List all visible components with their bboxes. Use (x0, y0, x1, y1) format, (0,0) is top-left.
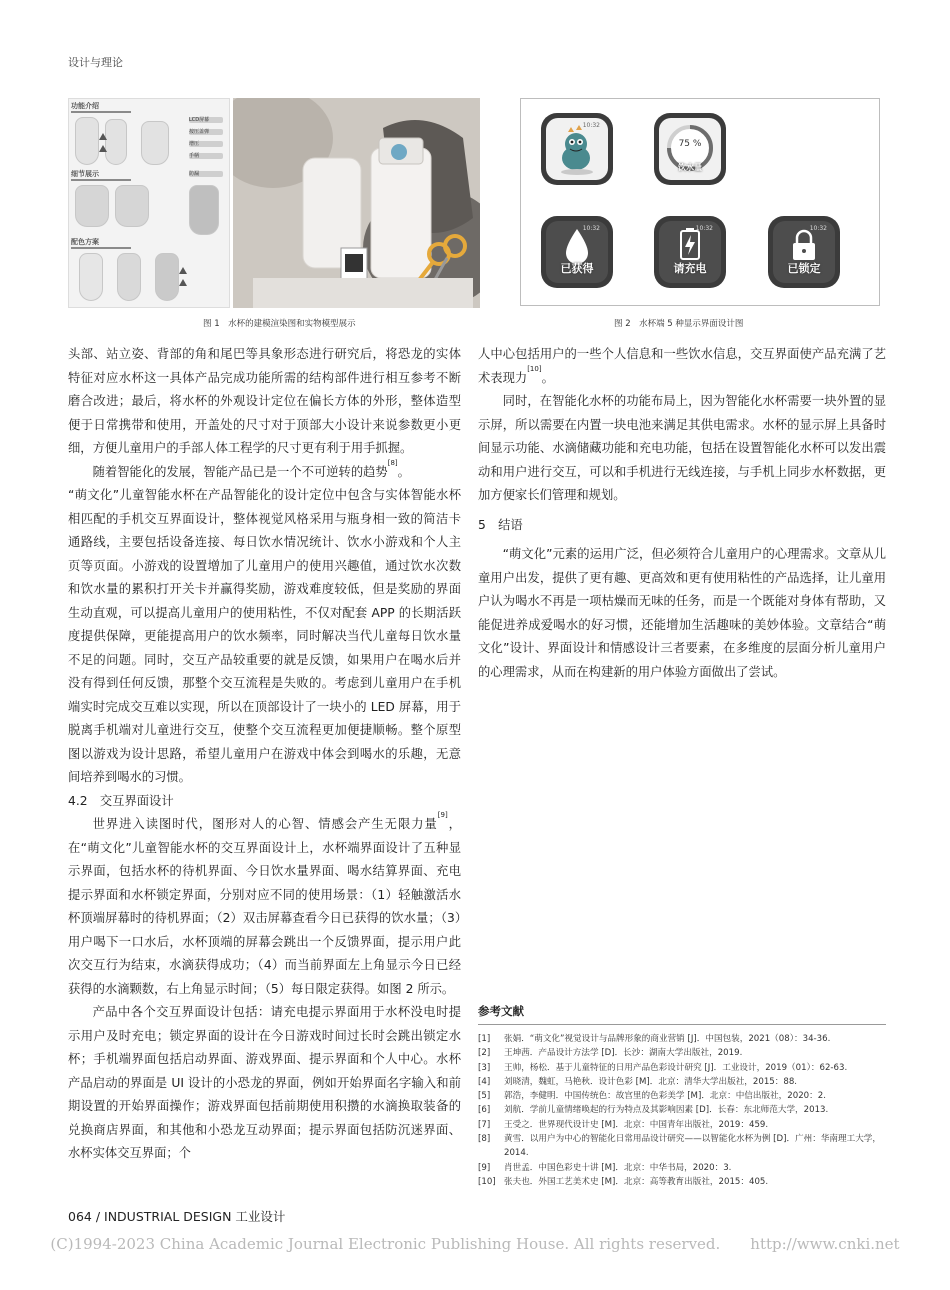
section-heading: 5 结语 (478, 517, 523, 532)
color-variant-3 (155, 253, 179, 301)
screen-drop-obtained (541, 216, 613, 288)
dino-spike (99, 133, 107, 140)
label-chip: LCD屏幕 (189, 117, 223, 123)
color-variant-1 (79, 253, 103, 301)
cup-render-open (141, 121, 169, 165)
screen-time: 10:32 (809, 225, 827, 232)
panel-divider (71, 111, 131, 113)
reference-item: [1] 张娟．“萌文化”视觉设计与品牌形象的商业营销 [J]．中国包装，2021（08）：34-36. (478, 1034, 831, 1044)
paragraph: 产品中各个交互界面设计包括：请充电提示界面用于水杯没电时提示用户及时充电；锁定界面的设计在今日游戏时间过长时会跳出锁定水杯；手机端界面包括启动界面、游戏界面、提示界面和个人中心。水杯产品启动的界面是 UI 设计的小恐龙的界面，例如开始界面名字输入和前期设置的开始界面操作；游戏界面包括前期使用积攒的水滴换取装备的兑换商店界面，和其他和小恐龙互动界面；提示界面包括防沉迷界面、水杯实体交互界面；个 (68, 1005, 461, 1160)
references-title: 参考文献 (478, 1004, 524, 1018)
reference-item: [3] 王帅，杨松．基于儿童特征的日用产品色彩设计研究 [J]．工业设计，2019（01）：62-63. (478, 1062, 848, 1073)
section-heading: 4.2 交互界面设计 (68, 793, 174, 808)
paragraph: 世界进入读图时代，图形对人的心智、情感会产生无限力量[9]，在“萌文化”儿童智能水杯的交互界面设计上，水杯端界面设计了五种显示界面，包括水杯的待机界面、今日饮水量界面、喝水结算界面、充电提示界面和水杯锁定界面，分别对应不同的使用场景：（1）轻触激活水杯顶端屏幕时的待机界面；（2）双击屏幕查看今日已获得的饮水量；（3）用户喝下一口水后，水杯顶端的屏幕会跳出一个反馈界面，提示用户此次交互行为结束，水滴获得成功；（4）而当前界面左上角显示今日已经获得的水滴颗数，右上角显示时间；（5）每日限定获得。如图 2 所示。 (68, 811, 461, 996)
reference-item: [4] 刘晓清，魏虹，马艳秋．设计色彩 [M]．北京：清华大学出版社，2015：88. (478, 1076, 798, 1087)
citation: [10] (527, 364, 542, 373)
panel-heading-colors: 配色方案 (71, 238, 99, 246)
screen-label: 饮水量 (678, 163, 702, 172)
panel-heading-function: 功能介绍 (71, 102, 99, 110)
figure-1-render-panel (68, 98, 230, 308)
detail-view-1 (75, 185, 109, 227)
figure-1-caption: 图 1 水杯的建模渲染图和实物模型展示 (203, 319, 356, 329)
reference-item: [5] 郭浩，李健明．中国传统色：故宫里的色彩美学 [M]．北京：中信出版社，2020：2. (478, 1091, 826, 1102)
label-chip: 增压 (189, 141, 223, 147)
section-label: 设计与理论 (68, 56, 123, 69)
screen-standby (541, 113, 613, 185)
screen-time: 10:32 (582, 122, 600, 129)
color-variant-2 (117, 253, 141, 301)
figure-2 (520, 98, 880, 306)
water-percent: 75 % (678, 139, 702, 149)
citation: [8] (387, 458, 398, 467)
paragraph: 头部、站立姿、背部的角和尾巴等具象形态进行研究后，将恐龙的实体特征对应水杯这一具体产品完成功能所需的结构部件进行相互参考不断磨合改进；最后，将水杯的外观设计定位在偏长方体的外形，整体造型便于日常携带和使用，开盖处的尺寸对于顶部大小设计来说参数更小更细，方便儿童用户的手部人体工程学的尺寸更有利于用手抓握。 (68, 347, 461, 455)
page-footer: 064 / INDUSTRIAL DESIGN 工业设计 (68, 1209, 286, 1224)
reference-item: [7] 王受之．世界现代设计史 [M]．北京：中国青年出版社，2019：459. (478, 1119, 769, 1130)
panel-divider (71, 247, 131, 249)
figure-1-model-photo (233, 98, 480, 308)
figure-2-caption: 图 2 水杯端 5 种显示界面设计图 (614, 319, 744, 329)
citation: [9] (437, 811, 448, 819)
left-column (68, 343, 461, 1166)
right-column (478, 343, 886, 684)
paragraph: 随着智能化的发展，智能产品已是一个不可逆转的趋势[8]。 (92, 458, 410, 479)
paragraph: 同时，在智能化水杯的功能布局上，因为智能化水杯需要一块外置的显示屏，所以需要在内置一块电池来满足其供电需求。水杯的显示屏上具备时间显示功能、水滴储藏功能和充电功能，包括在设置智能化水杯可以发出震动和用户进行交互，可以和手机进行无线连接，与手机上同步水杯数据，更加方便家长们管理和规划。 (478, 394, 886, 502)
screen-time: 10:32 (695, 225, 713, 232)
screen-label: 已获得 (560, 262, 594, 275)
copyright-watermark: (C)1994-2023 China Academic Journal Electronic Publishing House. All rights reserved. http://www.cnki.net (50, 1235, 900, 1253)
dino-spike (179, 279, 187, 286)
reference-item: [2] 王坤茜．产品设计方法学 [D]．长沙：湖南大学出版社，2019. (478, 1048, 743, 1059)
paragraph: “萌文化”儿童智能水杯在产品智能化的设计定位中包含与实体智能水杯相匹配的手机交互界面设计，整体视觉风格采用与瓶身相一致的简洁卡通路线，主要包括设备连接、每日饮水情况统计、饮水小游戏和个人主页等页面。小游戏的设置增加了儿童用户的使用兴趣值，通过饮水次数和饮水量的累积打开关卡并赢得奖励，游戏难度较低，但是奖励的界面生动直观，可以提高儿童用户的使用粘性，不仅对配套 APP 的长期活跃度提供保障，更能提高用户的饮水频率，同时解决当代儿童每日饮水量不足的问题。同时，交互产品较重要的就是反馈，如果用户在喝水后并没有得到任何反馈，那整个交互流程是失败的。考虑到儿童用户在手机端实时完成交互难以实现，所以在顶部设计了一块小的 LED 屏幕，用于脱离手机端对儿童进行交互，使整个交互流程更加便捷顺畅。整个原型图以游戏为设计思路，希望儿童用户在游戏中体会到喝水的乐趣，无意间培养到喝水的习惯。 (68, 488, 461, 784)
dino-spike (179, 267, 187, 274)
paragraph: 人中心包括用户的一些个人信息和一些饮水信息，交互界面使产品充满了艺术表现力[10]。 (478, 347, 886, 385)
screen-locked (768, 216, 840, 288)
screen-label: 请充电 (673, 262, 707, 275)
label-chip: 手柄 (189, 153, 223, 159)
screen-time: 10:32 (582, 225, 600, 232)
reference-item: [9] 肖世孟．中国色彩史十讲 [M]．北京：中华书局，2020：3. (478, 1162, 732, 1173)
screen-label: 已锁定 (787, 262, 821, 275)
label-chip: 按压盖弹 (189, 129, 223, 135)
detail-view-2 (115, 185, 149, 227)
panel-divider (71, 179, 131, 181)
references-divider (478, 1024, 886, 1025)
paragraph: “萌文化”元素的运用广泛，但必须符合儿童用户的心理需求。文章从儿童用户出发，提供了更有趣、更高效和更有使用粘性的产品选择，让儿童用户认为喝水不再是一项枯燥而无味的任务，而是一个既能对身体有帮助，又能促进养成爱喝水的好习惯，还能增加生活趣味的美妙体验。文章结合“萌文化”设计、界面设计和情感设计三者要素，在多维度的层面分析儿童用户的心理需求，从而在构建新的用户体验方面做出了尝试。 (478, 547, 886, 679)
figure-1 (68, 98, 480, 308)
cup-render-side (105, 119, 127, 165)
reference-item: [8] 黄雪．以用户为中心的智能化日常用品设计研究——以智能化水杯为例 [D]．广州：华南理工大学，2014. (478, 1134, 881, 1159)
detail-view-3 (189, 185, 219, 235)
screen-please-charge (654, 216, 726, 288)
screen-water-intake (654, 113, 726, 185)
references-list (478, 1032, 886, 1189)
dino-spike (99, 145, 107, 152)
panel-heading-details: 细节展示 (71, 170, 99, 178)
cup-render-front (75, 117, 99, 165)
reference-item: [6] 刘航．学前儿童情绪唤起的行为特点及其影响因素 [D]．长春：东北师范大学，2013. (478, 1105, 829, 1116)
reference-item: [10] 张夫也．外国工艺美术史 [M]．北京：高等教育出版社，2015：405. (478, 1176, 769, 1187)
model-photo-illustration (233, 98, 480, 308)
label-chip: 防漏 (189, 171, 223, 177)
